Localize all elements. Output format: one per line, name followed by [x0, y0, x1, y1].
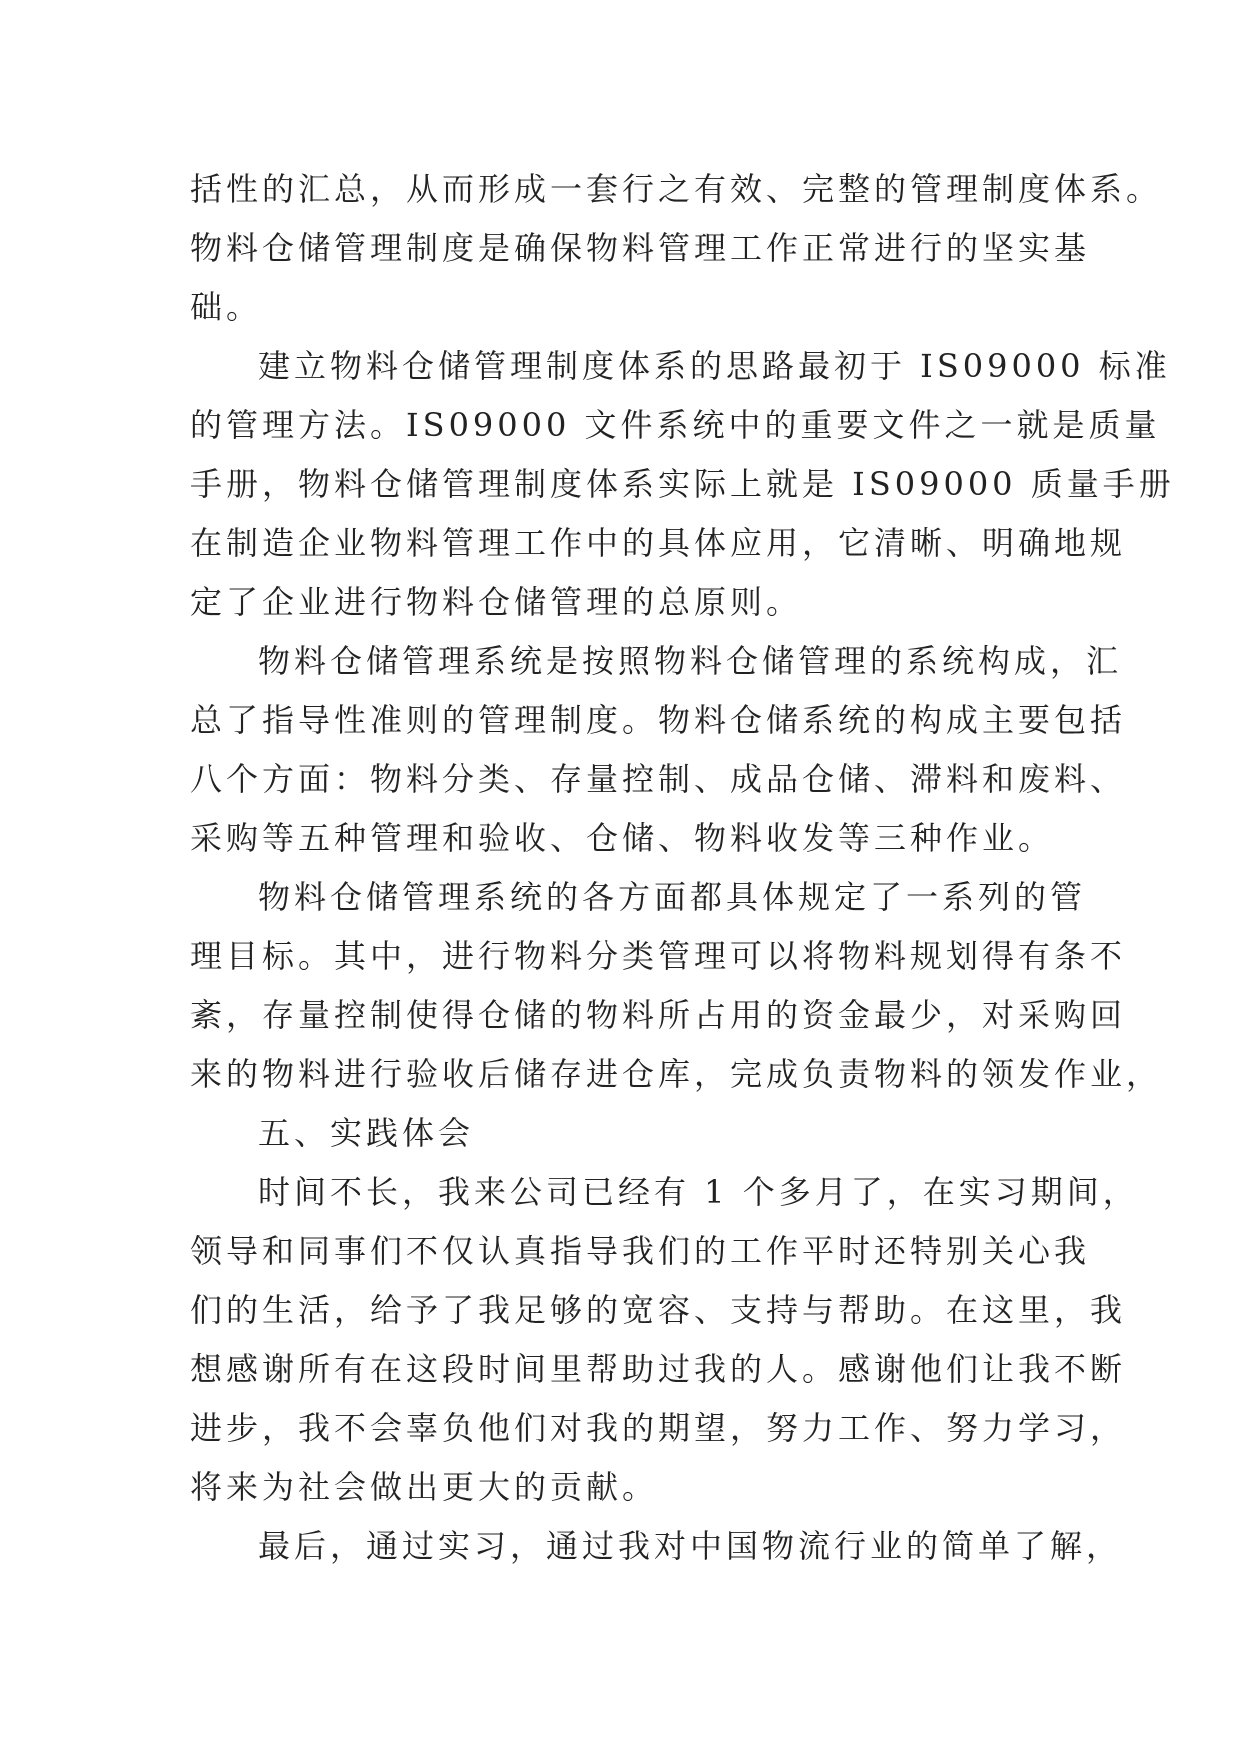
- text-line: 们的生活，给予了我足够的宽容、支持与帮助。在这里，我: [190, 1291, 1127, 1329]
- text-line: 物料仓储管理系统的各方面都具体规定了一系列的管: [258, 878, 1087, 916]
- text-line: 础。: [190, 288, 263, 326]
- text-line: 物料仓储管理系统是按照物料仓储管理的系统构成，汇: [258, 642, 1123, 680]
- text-line: 进步，我不会辜负他们对我的期望，努力工作、努力学习，: [190, 1409, 1127, 1447]
- text-line: 手册，物料仓储管理制度体系实际上就是 IS09000 质量手册: [190, 465, 1175, 503]
- text-line: 物料仓储管理制度是确保物料管理工作正常进行的坚实基: [190, 229, 1091, 267]
- text-line: 最后，通过实习，通过我对中国物流行业的简单了解，: [258, 1527, 1123, 1565]
- text-line: 括性的汇总，从而形成一套行之有效、完整的管理制度体系。: [190, 170, 1163, 208]
- text-line: 来的物料进行验收后储存进仓库，完成负责物料的领发作业，: [190, 1055, 1163, 1093]
- text-line: 定了企业进行物料仓储管理的总原则。: [190, 583, 803, 621]
- text-line: 八个方面：物料分类、存量控制、成品仓储、滞料和废料、: [190, 760, 1127, 798]
- text-line: 时间不长，我来公司已经有 1 个多月了，在实习期间，: [258, 1173, 1139, 1211]
- text-line: 在制造企业物料管理工作中的具体应用，它清晰、明确地规: [190, 524, 1127, 562]
- text-line: 理目标。其中，进行物料分类管理可以将物料规划得有条不: [190, 937, 1127, 975]
- text-line: 建立物料仓储管理制度体系的思路最初于 IS09000 标准: [258, 347, 1171, 385]
- text-line: 的管理方法。IS09000 文件系统中的重要文件之一就是质量: [190, 406, 1161, 444]
- text-line: 五、实践体会: [258, 1114, 475, 1152]
- text-line: 采购等五种管理和验收、仓储、物料收发等三种作业。: [190, 819, 1055, 857]
- body-text: [190, 160, 1175, 1576]
- text-line: 领导和同事们不仅认真指导我们的工作平时还特别关心我: [190, 1232, 1091, 1270]
- text-line: 总了指导性准则的管理制度。物料仓储系统的构成主要包括: [190, 701, 1127, 739]
- text-line: 紊，存量控制使得仓储的物料所占用的资金最少，对采购回: [190, 996, 1127, 1034]
- text-line: 将来为社会做出更大的贡献。: [190, 1468, 659, 1506]
- text-line: 想感谢所有在这段时间里帮助过我的人。感谢他们让我不断: [190, 1350, 1127, 1388]
